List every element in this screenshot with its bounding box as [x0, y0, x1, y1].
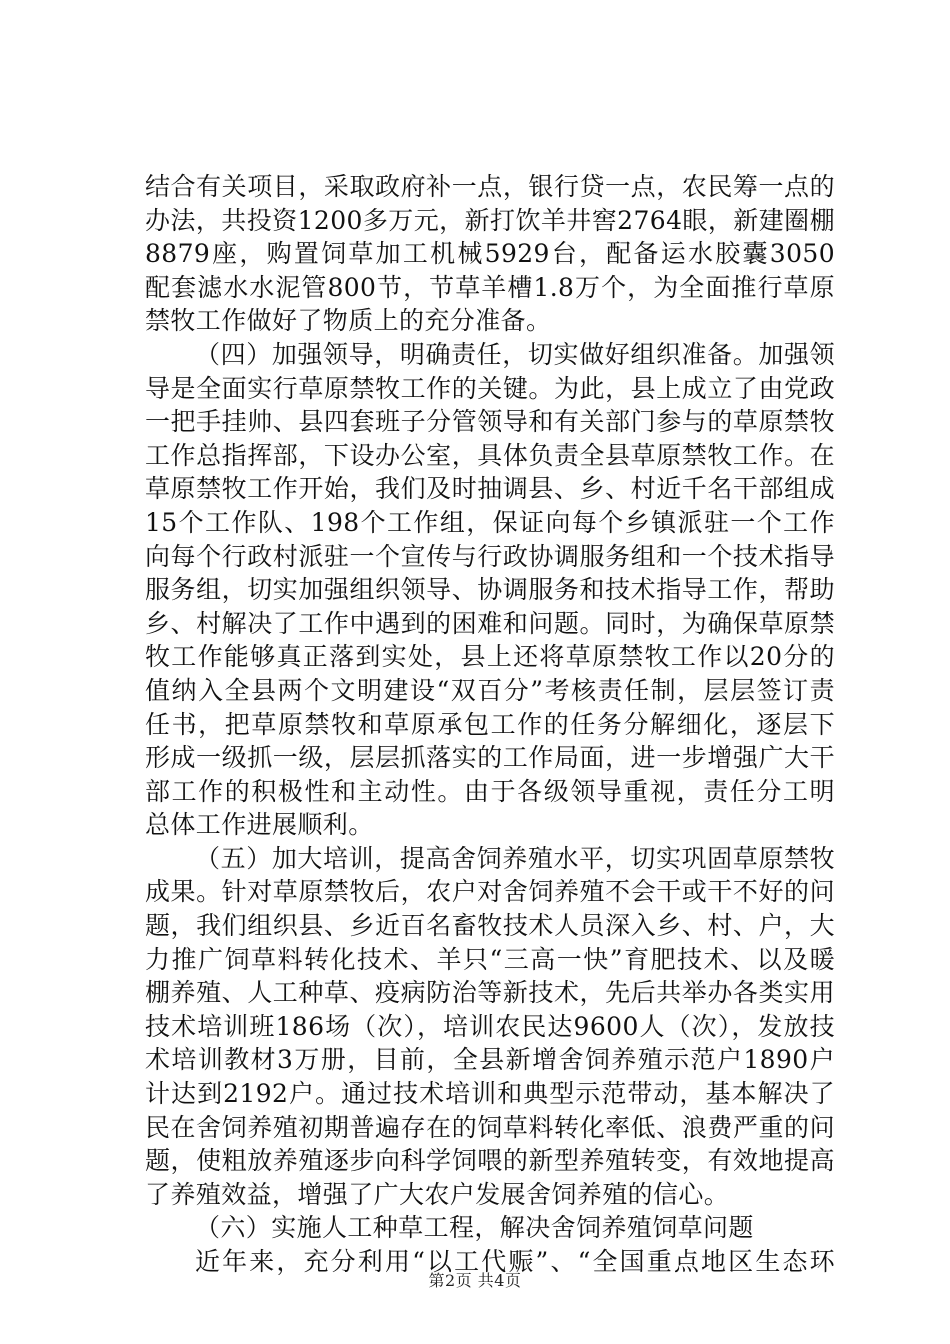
text-line: 计达到2192户。通过技术培训和典型示范带动，基本解决了 — [145, 1079, 835, 1109]
page-footer: 第2页 共4页 — [428, 1271, 522, 1290]
text-line: 值纳入全县两个文明建设“双百分”考核责任制，层层签订责 — [145, 675, 835, 705]
text-line: 工作总指挥部，下设办公室，具体负责全县草原禁牧工作。在 — [145, 440, 835, 470]
text-line: 术培训教材3万册，目前，全县新增舍饲养殖示范户1890户 — [145, 1045, 835, 1075]
text-line: 近年来，充分利用“以工代赈”、“全国重点地区生态环 — [195, 1247, 835, 1276]
text-line: 了养殖效益，增强了广大农户发展舍饲养殖的信心。 — [145, 1179, 730, 1209]
text-line: 导是全面实行草原禁牧工作的关键。为此，县上成立了由党政 — [145, 373, 835, 403]
text-line: 题，使粗放养殖逐步向科学饲喂的新型养殖转变，有效地提高 — [145, 1146, 835, 1176]
text-line: 部工作的积极性和主动性。由于各级领导重视，责任分工明 — [145, 776, 835, 806]
text-line: 办法，共投资1200多万元，新打饮羊井窖2764眼，新建圈棚 — [145, 205, 835, 235]
text-line: 配套滤水水泥管800节，节草羊槽1.8万个，为全面推行草原 — [145, 272, 835, 302]
text-line: 民在舍饲养殖初期普遍存在的饲草料转化率低、浪费严重的问 — [145, 1112, 835, 1142]
text-line: 禁牧工作做好了物质上的充分准备。 — [145, 306, 552, 336]
text-line: 服务组，切实加强组织领导、协调服务和技术指导工作，帮助 — [145, 575, 835, 605]
text-line: 向每个行政村派驻一个宣传与行政协调服务组和一个技术指导 — [145, 541, 835, 571]
text-line: 8879座，购置饲草加工机械5929台，配备运水胶囊3050 — [145, 239, 835, 269]
text-line: 乡、村解决了工作中遇到的困难和问题。同时，为确保草原禁 — [145, 608, 835, 638]
text-line: 总体工作进展顺利。 — [145, 810, 374, 840]
text-line: 力推广饲草料转化技术、羊只“三高一快”育肥技术、以及暖 — [145, 944, 835, 974]
text-line: 棚养殖、人工种草、疫病防治等新技术，先后共举办各类实用 — [145, 978, 835, 1008]
text-line: 形成一级抓一级，层层抓落实的工作局面，进一步增强广大干 — [145, 743, 835, 773]
text-line: 技术培训班186场（次），培训农民达9600人（次），发放技 — [145, 1011, 835, 1041]
text-line: （四）加强领导，明确责任，切实做好组织准备。加强领 — [195, 339, 835, 369]
text-line: 牧工作能够真正落到实处，县上还将草原禁牧工作以20分的 — [145, 642, 835, 672]
text-line: 结合有关项目，采取政府补一点，银行贷一点，农民筹一点的 — [145, 172, 835, 201]
text-line: 任书，把草原禁牧和草原承包工作的任务分解细化，逐层下 — [145, 709, 835, 739]
text-line: 题，我们组织县、乡近百名畜牧技术人员深入乡、村、户，大 — [145, 911, 835, 941]
text-line: （六）实施人工种草工程，解决舍饲养殖饲草问题 — [195, 1213, 754, 1243]
text-line: （五）加大培训，提高舍饲养殖水平，切实巩固草原禁牧 — [195, 843, 835, 873]
text-line: 草原禁牧工作开始，我们及时抽调县、乡、村近千名干部组成 — [145, 474, 835, 504]
text-line: 15个工作队、198个工作组，保证向每个乡镇派驻一个工作 — [145, 507, 835, 537]
document-body — [145, 170, 835, 1279]
text-line: 一把手挂帅、县四套班子分管领导和有关部门参与的草原禁牧 — [145, 407, 835, 437]
text-line: 成果。针对草原禁牧后，农户对舍饲养殖不会干或干不好的问 — [145, 877, 835, 907]
